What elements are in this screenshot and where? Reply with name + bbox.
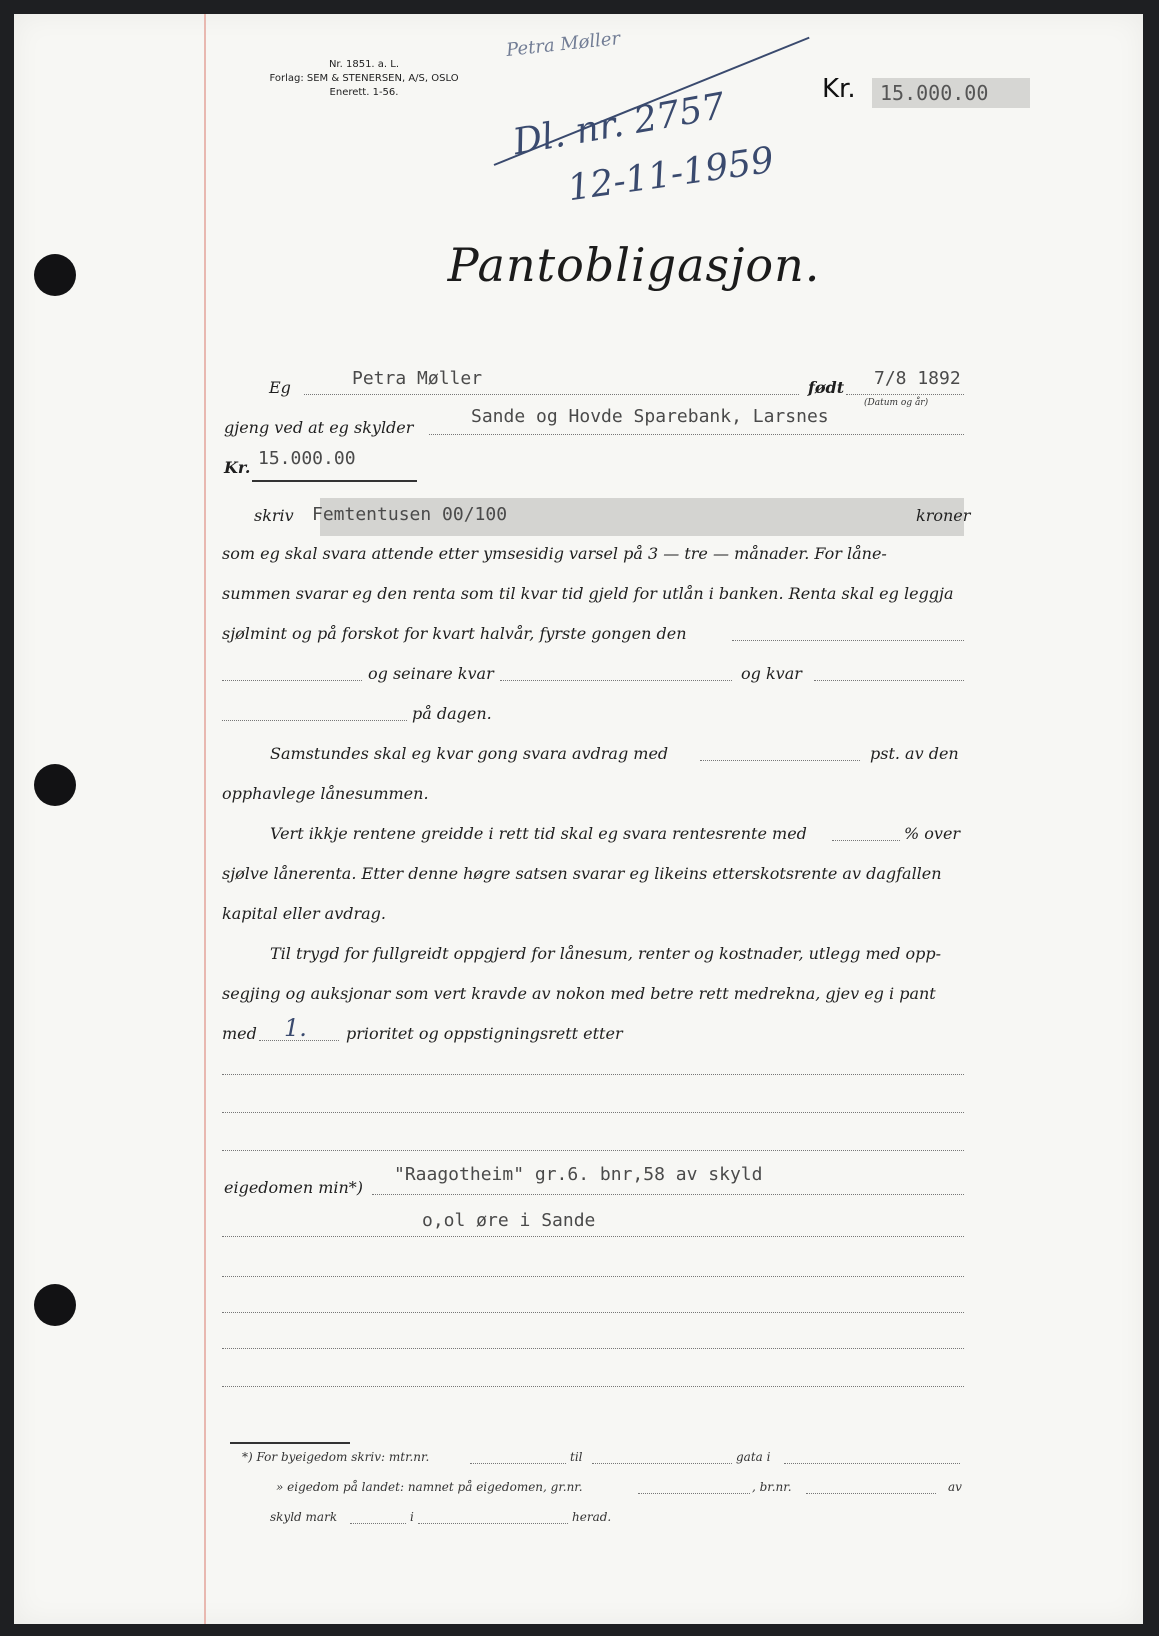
body-text: på dagen. <box>412 704 492 723</box>
fill-line <box>832 840 900 841</box>
body-text: og kvar <box>741 664 802 683</box>
handwritten-date: 12-11-1959 <box>565 139 777 210</box>
body-text: Vert ikkje rentene greidde i rett tid skal eg svara rentesrente med <box>270 824 807 843</box>
body-text: Til trygd for fullgreidt oppgjerd for lånesum, renter og kostnader, utlegg med opp- <box>270 944 941 963</box>
born-date: 7/8 1892 <box>874 368 961 389</box>
body-text: og seinare kvar <box>368 664 494 683</box>
fill-line <box>350 1523 406 1524</box>
publisher-info <box>224 58 504 100</box>
footnote-text: til <box>570 1450 583 1464</box>
body-text: som eg skal svara attende etter ymsesidig varsel på 3 — tre — månader. For låne- <box>222 544 887 563</box>
footnote-text: av <box>948 1480 962 1494</box>
footnote-text: *) For byeigedom skriv: mtr.nr. <box>242 1450 430 1464</box>
written-label: skriv <box>254 506 294 525</box>
debtor-line <box>304 394 799 395</box>
property-line1: "Raagotheim" gr.6. bnr,58 av skyld <box>394 1164 763 1185</box>
fill-line <box>418 1523 568 1524</box>
punch-hole <box>34 764 76 806</box>
creditor-name: Sande og Hovde Sparebank, Larsnes <box>471 406 829 427</box>
fill-line <box>470 1463 566 1464</box>
footnote-text: , br.nr. <box>752 1480 792 1494</box>
fill-line <box>222 1112 964 1113</box>
document-title: Pantobligasjon. <box>447 238 821 292</box>
fill-line <box>814 680 964 681</box>
footnote-text: herad. <box>572 1510 612 1524</box>
fill-line <box>222 1236 964 1237</box>
fill-line <box>222 1386 964 1387</box>
publisher-line: Forlag: SEM & STENERSEN, A/S, OSLO <box>269 73 459 84</box>
written-value: Femtentusen 00/100 <box>312 504 508 525</box>
handwritten-dl-number: Dl. nr. 2757 <box>510 85 729 164</box>
body-text: sjølve lånerenta. Etter denne høgre satsen svarar eg likeins etterskotsrente av dagfallen <box>222 864 942 883</box>
body-text: prioritet og oppstigningsrett etter <box>346 1024 623 1043</box>
property-line2: o,ol øre i Sande <box>422 1210 596 1231</box>
margin-rule <box>204 14 206 1624</box>
body-text: pst. av den <box>870 744 959 763</box>
fill-line <box>222 1348 964 1349</box>
creditor-label: gjeng ved at eg skylder <box>224 418 414 437</box>
header-amount-value: 15.000.00 <box>872 78 1030 108</box>
property-label: eigedomen min*) <box>224 1178 364 1197</box>
body-text: med <box>222 1024 257 1043</box>
publisher-line: Enerett. 1-56. <box>329 87 399 98</box>
body-text: opphavlege lånesummen. <box>222 784 429 803</box>
body-text: % over <box>904 824 961 843</box>
creditor-line <box>429 434 964 435</box>
fill-line <box>732 640 964 641</box>
fill-line <box>222 1150 964 1151</box>
fill-line <box>700 760 860 761</box>
punch-hole <box>34 254 76 296</box>
fill-line <box>372 1194 964 1195</box>
written-suffix: kroner <box>916 506 971 525</box>
fill-line <box>500 680 732 681</box>
fill-line <box>222 1074 964 1075</box>
fill-line <box>222 680 362 681</box>
header-amount-label: Kr. <box>822 74 856 104</box>
amount-underline <box>252 480 417 482</box>
handwritten-priority: 1. <box>284 1014 307 1042</box>
publisher-line: Nr. 1851. a. L. <box>328 59 400 70</box>
footnote-text: i <box>410 1510 414 1524</box>
fill-line <box>784 1463 960 1464</box>
amount-label: Kr. <box>224 458 251 477</box>
body-text: kapital eller avdrag. <box>222 904 387 923</box>
amount-value: 15.000.00 <box>258 448 356 469</box>
fill-line <box>222 1312 964 1313</box>
fill-line <box>638 1493 750 1494</box>
footnote-text: gata i <box>736 1450 771 1464</box>
footnote-text: skyld mark <box>270 1510 338 1524</box>
punch-hole <box>34 1284 76 1326</box>
born-label: født <box>808 378 845 397</box>
fill-line <box>222 1276 964 1277</box>
body-text: Samstundes skal eg kvar gong svara avdrag med <box>270 744 669 763</box>
document-page <box>14 14 1143 1624</box>
born-note: (Datum og år) <box>864 398 929 408</box>
footnote-rule <box>230 1442 350 1444</box>
body-text: segjing og auksjonar som vert kravde av nokon med betre rett medrekna, gjev eg i pant <box>222 984 936 1003</box>
body-text: sjølmint og på forskot for kvart halvår, fyrste gongen den <box>222 624 687 643</box>
body-text: summen svarar eg den renta som til kvar tid gjeld for utlån i banken. Renta skal eg leggja <box>222 584 954 603</box>
footnote-text: » eigedom på landet: namnet på eigedomen, gr.nr. <box>276 1480 583 1494</box>
debtor-name: Petra Møller <box>352 368 483 389</box>
handwritten-signature: Petra Møller <box>505 28 622 61</box>
debtor-label: Eg <box>269 378 291 397</box>
fill-line <box>592 1463 732 1464</box>
fill-line <box>222 720 407 721</box>
fill-line <box>806 1493 936 1494</box>
born-line <box>846 394 964 395</box>
